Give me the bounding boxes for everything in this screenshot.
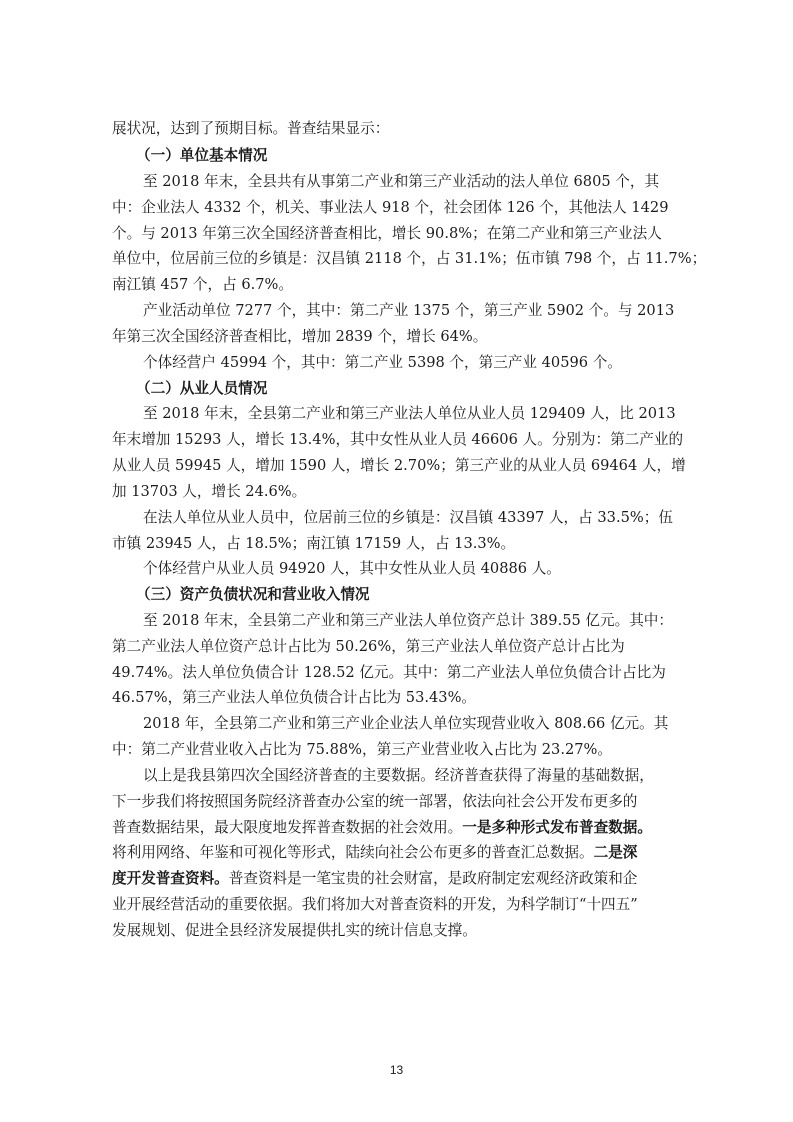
text-line: 中：第二产业营业收入占比为 75.88%，第三产业营业收入占比为 23.27%。 (112, 741, 613, 758)
text-line: 个体经营户从业人员 94920 人，其中女性从业人员 40886 人。 (143, 560, 561, 577)
bold-text-run: 一是多种形式发布普查数据。 (462, 819, 652, 836)
text-line: 中：企业法人 4332 个，机关、事业法人 918 个，社会团体 126 个，其他法人 1429 (112, 199, 669, 216)
text-line: 在法人单位从业人员中，位居前三位的乡镇是：汉昌镇 43397 人，占 33.5%；伍 (143, 509, 673, 526)
text-run: 普查资料是一笔宝贵的社会财富，是政府制定宏观经济政策和企 (228, 870, 638, 887)
section-heading-assets-revenue: （三）资产负债状况和营业收入情况 (136, 586, 370, 603)
text-line: 个。与 2013 年第三次全国经济普查相比，增长 90.8%；在第二产业和第三产业法人 (112, 225, 662, 242)
text-line: 南江镇 457 个，占 6.7%。 (112, 276, 294, 293)
text-line: 至 2018 年末，全县第二产业和第三产业法人单位资产总计 389.55 亿元。其中： (143, 612, 673, 629)
text-line: 至 2018 年末，全县共有从事第二产业和第三产业活动的法人单位 6805 个，其 (143, 173, 660, 190)
text-line: 加 13703 人，增长 24.6%。 (112, 483, 307, 500)
text-line: 至 2018 年末，全县第二产业和第三产业法人单位从业人员 129409 人，比 2013 (143, 405, 676, 422)
text-line (112, 866, 637, 892)
text-run: 普查数据结果，最大限度地发挥普查数据的社会效用。 (112, 819, 463, 836)
text-line: 单位中，位居前三位的乡镇是：汉昌镇 2118 个，占 31.1%；伍市镇 798 个，占 11.7%； (112, 250, 707, 267)
text-line: 年末增加 15293 人，增长 13.4%，其中女性从业人员 46606 人。分别为：第二产业的 (112, 431, 684, 448)
text-line: 以上是我县第四次全国经济普查的主要数据。经济普查获得了海量的基础数据， (143, 767, 654, 784)
text-line: 第二产业法人单位资产总计占比为 50.26%，第三产业法人单位资产总计占比为 (112, 638, 625, 655)
text-line: 发展规划、促进全县经济发展提供扎实的统计信息支撑。 (112, 922, 477, 939)
text-line: 展状况，达到了预期目标。普查结果显示： (112, 120, 390, 137)
bold-text-run: 度开发普查资料。 (112, 870, 229, 887)
text-line: 46.57%，第三产业法人单位负债合计占比为 53.43%。 (112, 689, 477, 706)
page-number: 13 (389, 1063, 404, 1077)
text-line: 2018 年，全县第二产业和第三产业企业法人单位实现营业收入 808.66 亿元。其 (143, 715, 669, 732)
text-line (112, 815, 652, 841)
text-line: 年第三次全国经济普查相比，增加 2839 个，增长 64%。 (112, 328, 488, 345)
bold-text-run: 二是深 (593, 844, 638, 861)
text-line: 从业人员 59945 人，增加 1590 人，增长 2.70%；第三产业的从业人员 69464 人，增 (112, 457, 686, 474)
section-heading-employment: （二）从业人员情况 (136, 380, 268, 397)
text-line: 49.74%。法人单位负债合计 128.52 亿元。其中：第二产业法人单位负债合计占比为 (112, 664, 666, 681)
text-line (112, 840, 637, 866)
text-line: 下一步我们将按照国务院经济普查办公室的统一部署，依法向社会公开发布更多的 (112, 793, 638, 810)
text-line: 市镇 23945 人，占 18.5%；南江镇 17159 人，占 13.3%。 (112, 535, 516, 552)
text-line: 产业活动单位 7277 个，其中：第二产业 1375 个，第三产业 5902 个。与 2013 (143, 302, 675, 319)
section-heading-unit-basics: （一）单位基本情况 (136, 147, 268, 164)
text-run: 将利用网络、年鉴和可视化等形式，陆续向社会公布更多的普查汇总数据。 (112, 844, 594, 861)
text-line: 个体经营户 45994 个，其中：第二产业 5398 个，第三产业 40596 个。 (143, 354, 622, 371)
text-line: 业开展经营活动的重要依据。我们将加大对普查资料的开发，为科学制订“十四五” (112, 896, 638, 913)
